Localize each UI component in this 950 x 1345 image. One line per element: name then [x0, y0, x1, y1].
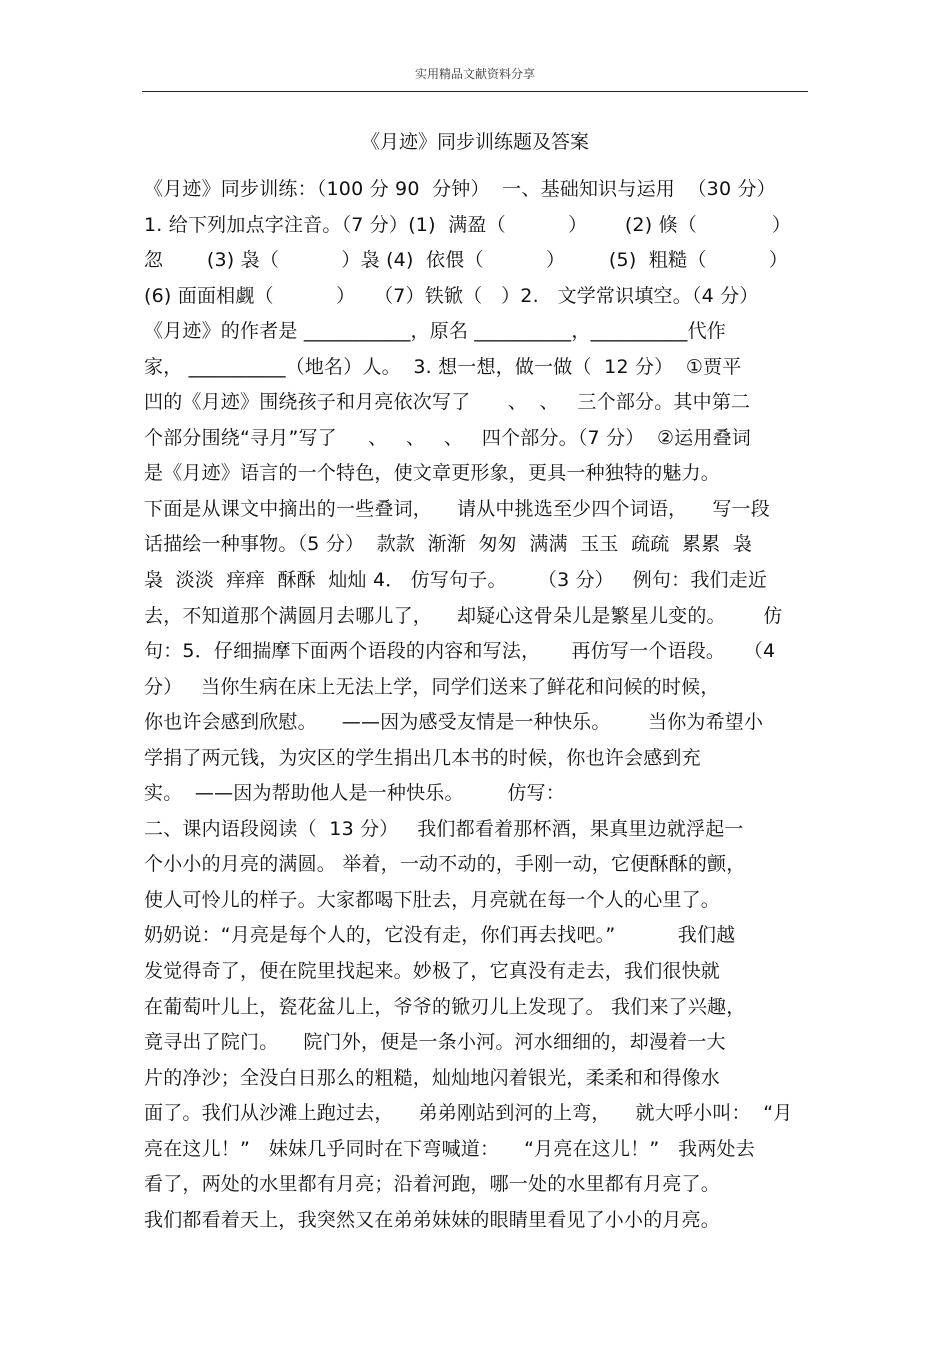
- text-line: 下面是从课文中摘出的一些叠词， 请从中挑选至少四个词语， 写一段: [144, 497, 770, 520]
- text-line: 我们都看着天上，我突然又在弟弟妹妹的眼睛里看见了小小的月亮。: [144, 1208, 721, 1231]
- text-line: 袅 淡淡 痒痒 酥酥 灿灿 4． 仿写句子。 （3 分） 例句：我们走近: [144, 569, 768, 592]
- text-line: 二、课内语段阅读（ 13 分） 我们都看着那杯酒，果真里边就浮起一: [144, 817, 744, 840]
- text-line: 在葡萄叶儿上，瓷花盆儿上，爷爷的锨刃儿上发现了。 我们来了兴趣，: [144, 995, 746, 1018]
- text-line: 话描绘一种事物。（5 分） 款款 渐渐 匆匆 满满 玉玉 疏疏 累累 袅: [144, 533, 753, 556]
- page-header: 实用精品文献资料分享: [414, 67, 535, 81]
- text-line: 是《月迹》语言的一个特色，使文章更形象，更具一种独特的魅力。: [144, 462, 721, 485]
- text-line: 使人可怜儿的样子。大家都喝下肚去，月亮就在每一个人的心里了。: [144, 888, 721, 911]
- document-body: [144, 172, 824, 1238]
- text-line: 家， __________（地名）人。 3. 想一想，做一做（ 12 分） ①贾平: [144, 355, 742, 378]
- text-line: 《月迹》的作者是 ___________，原名 __________，__________代作: [144, 320, 726, 343]
- text-line: 《月迹》同步训练：（100 分 90 分钟） 一、基础知识与运用 （30 分）: [144, 178, 776, 200]
- text-line: 个部分围绕“寻月”写了 、 、 、 四个部分。（7 分） ②运用叠词: [144, 426, 751, 449]
- text-line: 奶奶说：“月亮是每个人的，它没有走，你们再去找吧。” 我们越: [144, 924, 736, 947]
- text-line: 个小小的月亮的满圆。 举着，一动不动的，手刚一动，它便酥酥的颤，: [144, 853, 746, 876]
- text-line: 看了，两处的水里都有月亮；沿着河跑，哪一处的水里都有月亮了。: [144, 1173, 721, 1196]
- text-line: 实。 ——因为帮助他人是一种快乐。 仿写：: [144, 782, 565, 805]
- text-line: 句：5．仔细揣摩下面两个语段的内容和写法， 再仿写一个语段。 （4: [144, 640, 776, 663]
- text-line: 亮在这儿！” 妹妹几乎同时在下弯喊道： “月亮在这儿！” 我两处去: [144, 1137, 755, 1160]
- header-divider: [142, 91, 808, 92]
- text-line: 分） 当你生病在床上无法上学，同学们送来了鲜花和问候的时候，: [144, 675, 720, 698]
- text-line: 凹的《月迹》围绕孩子和月亮依次写了 、 、 三个部分。其中第二: [144, 391, 751, 414]
- document-title: 《月迹》同步训练题及答案: [360, 131, 589, 153]
- text-line: 忽 (3) 袅（ ）袅 (4) 依偎（ ） (5) 粗糙（ ）: [144, 249, 789, 272]
- text-line: 竟寻出了院门。 院门外，便是一条小河。河水细细的，却漫着一大: [144, 1031, 726, 1054]
- text-line: 1. 给下列加点字注音。（7 分）(1) 满盈（ ） (2) 倏（ ）: [144, 213, 792, 236]
- text-line: 学捐了两元钱，为灾区的学生捐出几本书的时候，你也许会感到充: [144, 746, 701, 769]
- text-line: 去，不知道那个满圆月去哪儿了， 却疑心这骨朵儿是繁星儿变的。 仿: [144, 604, 783, 627]
- text-line: 发觉得奇了，便在院里找起来。妙极了，它真没有走去，我们很快就: [144, 960, 721, 983]
- text-line: 面了。我们从沙滩上跑过去， 弟弟刚站到河的上弯， 就大呼小叫： “月: [144, 1102, 793, 1125]
- text-line: 你也许会感到欣慰。 ——因为感受友情是一种快乐。 当你为希望小: [144, 711, 764, 734]
- text-line: 片的净沙；全没白日那么的粗糙，灿灿地闪着银光，柔柔和和得像水: [144, 1066, 721, 1089]
- text-line: (6) 面面相觑（ ） （7）铁锨（ ）2. 文学常识填空。（4 分）: [144, 284, 759, 307]
